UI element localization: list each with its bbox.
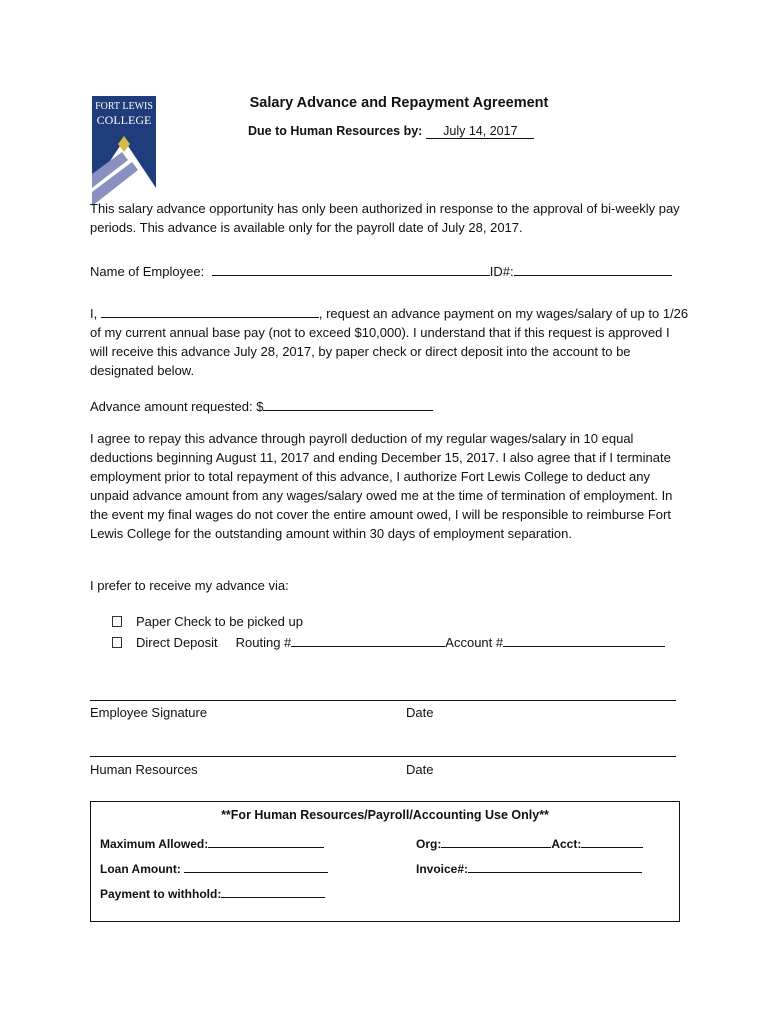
employee-signature-label: Employee Signature [90,705,208,720]
employee-row [90,261,690,281]
acct-label: Acct: [551,837,582,851]
request-text: , request an advance payment on my wages/salary of up to 1/26 of my current annual base pay (not to exceed $10,000). I understand that if this request is approved I will receive this advance July 28, 2017, by paper check or direct deposit into the account to be designated below. [90,306,689,378]
account-label: Account # [445,635,504,650]
account-field[interactable] [503,632,665,647]
name-label: Name of Employee: [90,264,205,279]
org-label: Org: [416,837,442,851]
amount-label: Advance amount requested: $ [90,399,264,414]
option-direct-row [112,632,712,652]
org-field[interactable] [441,834,551,848]
withhold-row [100,884,325,901]
invoice-row [416,859,642,876]
due-value: July 14, 2017 [426,124,534,139]
routing-label: Routing # [235,635,292,650]
routing-field[interactable] [291,632,445,647]
agreement-paragraph: I agree to repay this advance through payroll deduction of my regular wages/salary in 10 equal deductions beginning August 11, 2017 and ending December 15, 2017. I also agree that if I terminate employment prior to total repayment of this advance, I authorize Fort Lewis College to deduct any unpaid advance amount from any wages/salary owed me at the time of termination of employment. In the event my final wages do not cover the entire amount owed, I will be responsible to reimburse Fort Lewis College for the outstanding amount within 30 days of employment separation. [90,431,673,541]
amount-row [90,396,690,416]
employee-date-label: Date [406,705,434,720]
hr-box-header: **For Human Resources/Payroll/Accounting Use Only** [221,808,549,822]
direct-deposit-label: Direct Deposit [136,635,218,650]
hr-signature-label: Human Resources [90,762,198,777]
withhold-label: Payment to withhold: [100,887,222,901]
id-label: ID#: [489,264,514,279]
hr-signature-line[interactable] [90,756,676,757]
logo-line2: COLLEGE [96,113,152,127]
due-date [248,124,534,139]
invoice-field[interactable] [468,859,642,873]
withhold-field[interactable] [221,884,325,898]
document-title: Salary Advance and Repayment Agreement [249,95,549,111]
request-prefix: I, [90,306,98,321]
logo-line1: FORT LEWIS [95,101,153,112]
org-acct-row [416,834,643,851]
name-field[interactable] [212,261,490,276]
due-label: Due to Human Resources by: [248,124,423,138]
option-paper-row [112,612,712,631]
max-allowed-label: Maximum Allowed: [100,837,209,851]
max-allowed-field[interactable] [208,834,324,848]
paper-check-checkbox[interactable] [112,616,122,627]
loan-amount-field[interactable] [184,859,328,873]
request-name-field[interactable] [101,303,319,318]
hr-use-only-box [90,801,680,922]
invoice-label: Invoice#: [416,862,469,876]
paper-check-label: Paper Check to be picked up [136,614,303,629]
request-paragraph [90,303,690,380]
intro-paragraph: This salary advance opportunity has only been authorized in response to the approval of bi-weekly pay periods. This advance is available only for the payroll date of July 28, 2017. [90,201,680,235]
max-allowed-row [100,834,324,851]
hr-date-label: Date [406,762,434,777]
employee-signature-line[interactable] [90,700,676,701]
direct-deposit-checkbox[interactable] [112,637,122,648]
college-logo [92,96,156,206]
loan-amount-row [100,859,328,876]
loan-amount-label: Loan Amount: [100,862,181,876]
acct-field[interactable] [581,834,643,848]
id-field[interactable] [514,261,672,276]
prefer-label: I prefer to receive my advance via: [90,578,289,593]
amount-field[interactable] [263,396,433,411]
